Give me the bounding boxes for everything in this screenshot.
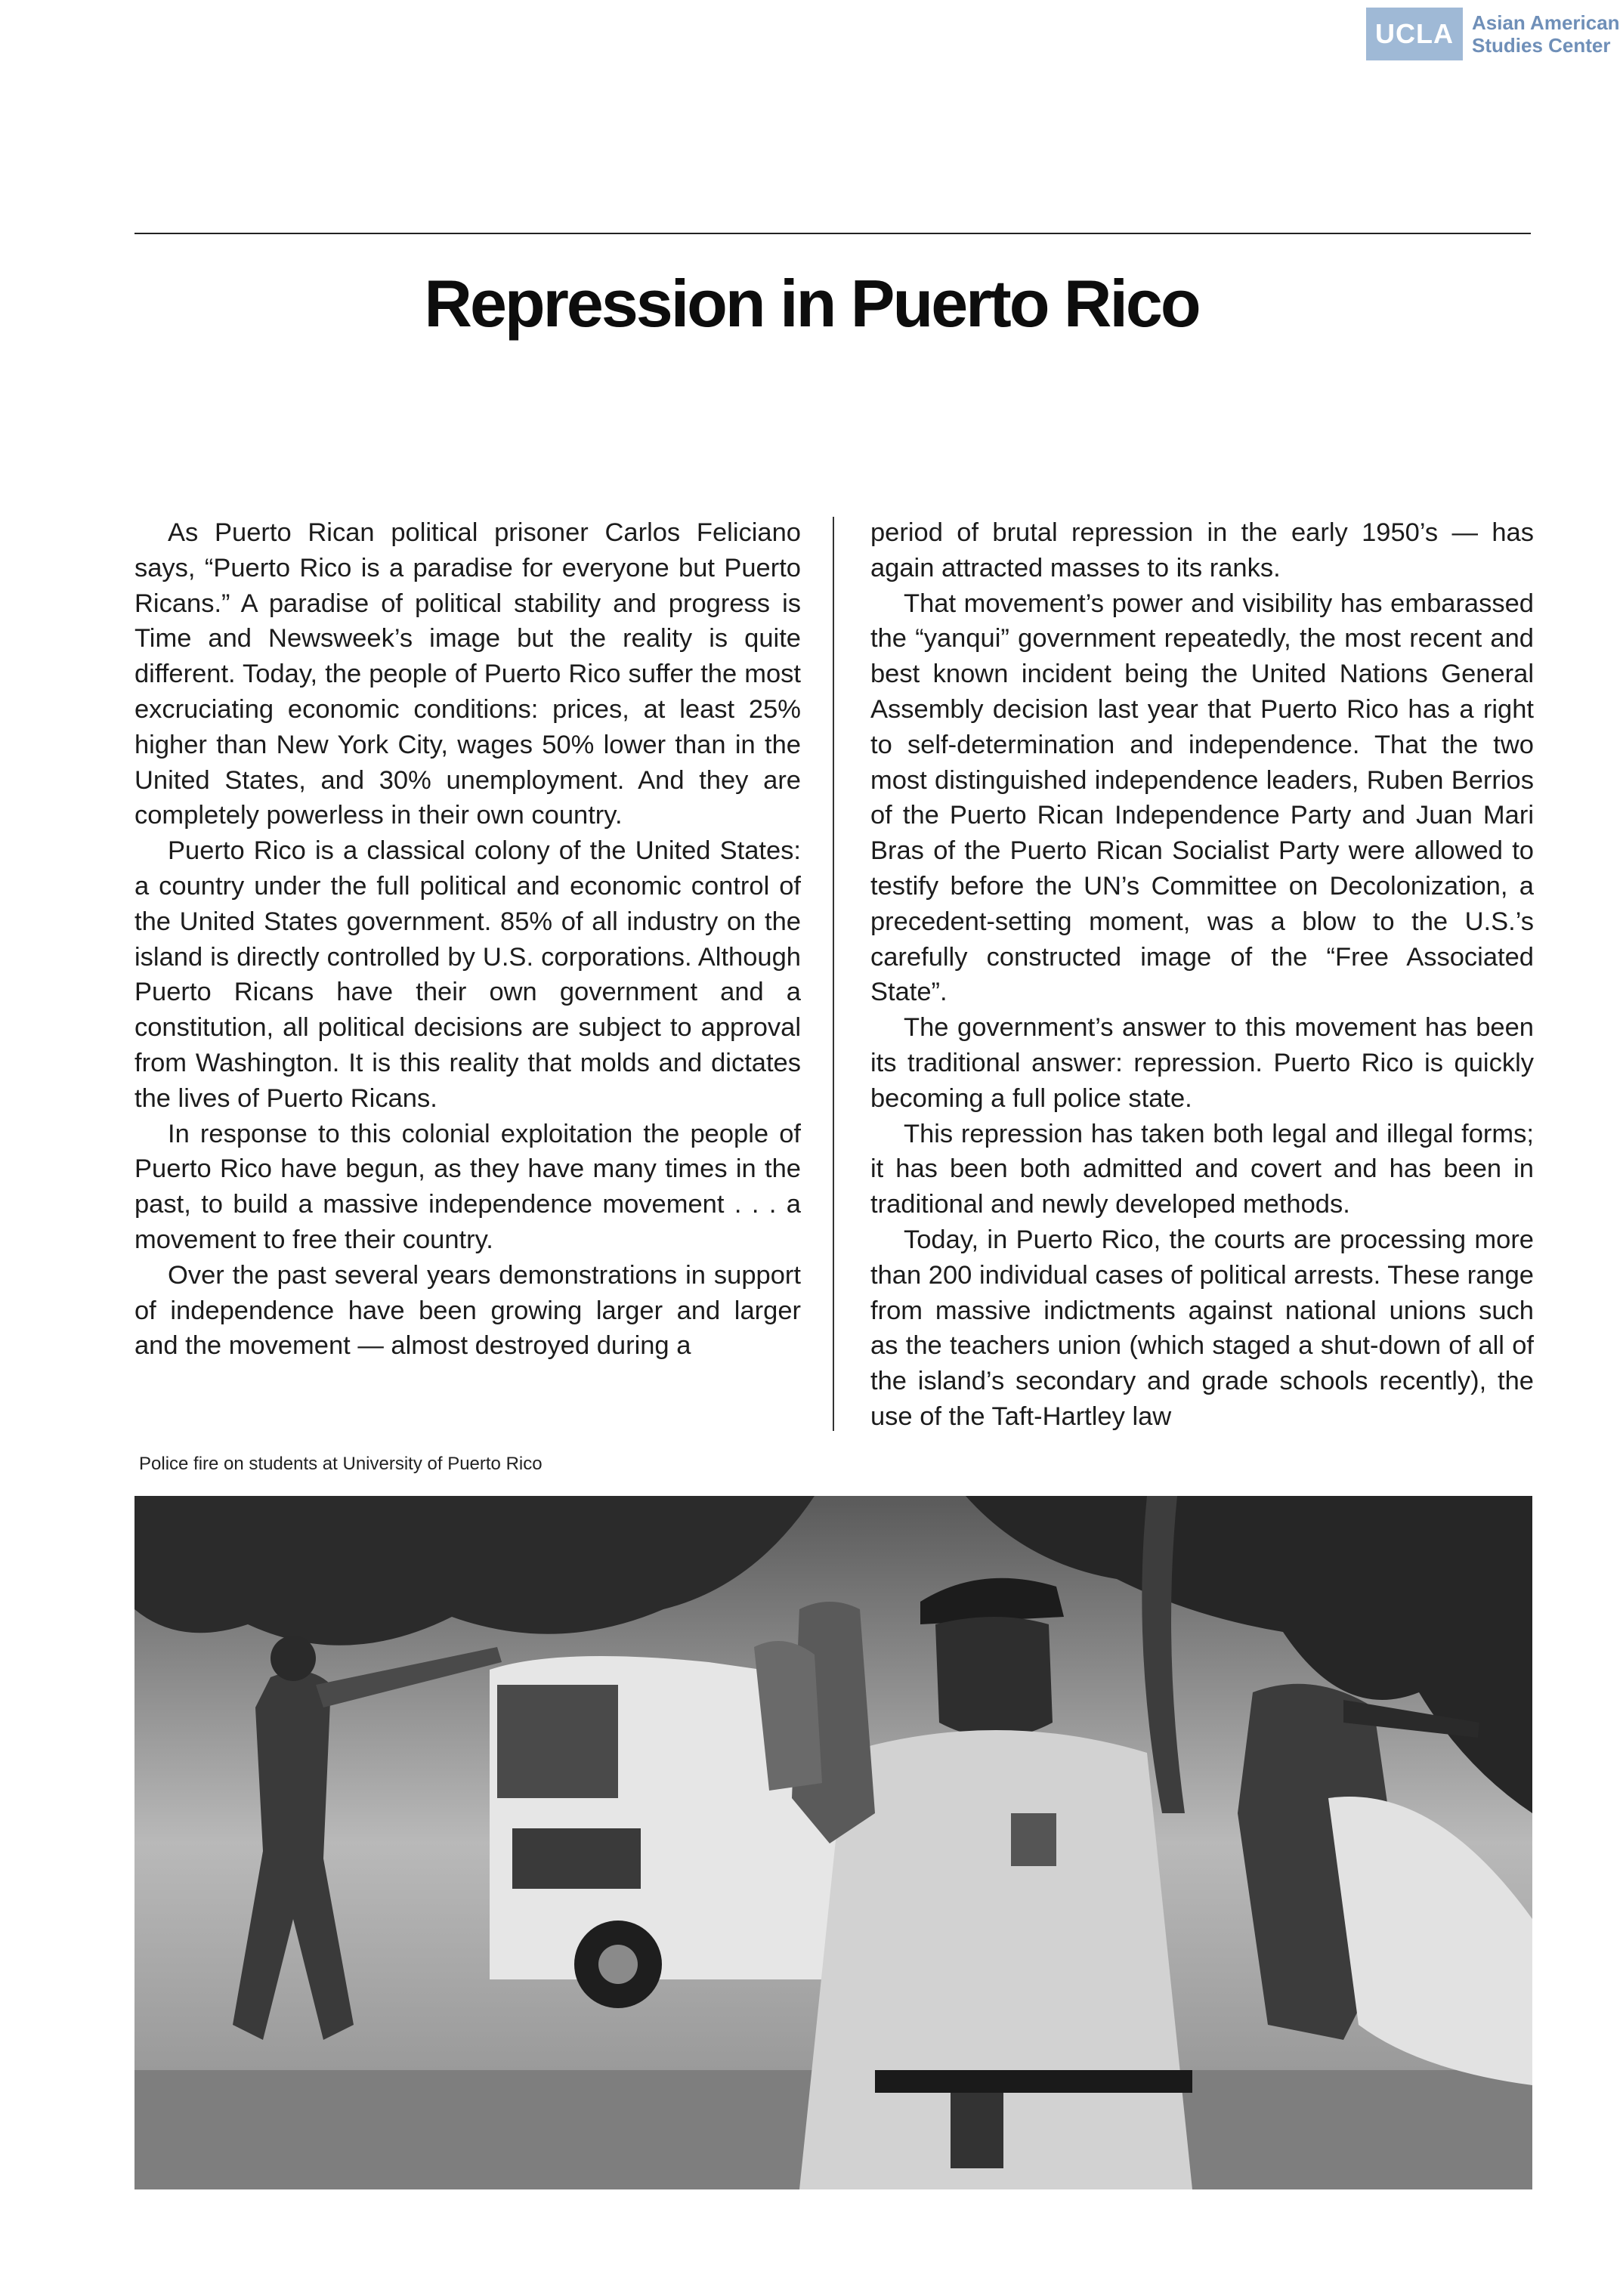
right-column (870, 515, 1534, 1435)
top-rule (134, 233, 1531, 234)
paragraph: This repression has taken both legal and illegal forms; it has been both admitted and covert and has been in traditional and newly developed methods. (870, 1119, 1534, 1219)
paragraph: Today, in Puerto Rico, the courts are processing more than 200 individual cases of political arrests. These range from massive indictments against national unions such as the teachers union (which staged a shut-down of all of the island’s secondary and grade schools recently), the use of the Taft-Hartley law (870, 1225, 1534, 1431)
ucla-aasc-watermark (1366, 8, 1620, 60)
left-column (134, 515, 801, 1364)
watermark-line-1: Asian American (1472, 11, 1620, 34)
photo-caption: Police fire on students at University of Puerto Rico (139, 1454, 543, 1474)
watermark-text (1472, 11, 1620, 57)
photo-police-students (134, 1496, 1532, 2189)
watermark-line-2: Studies Center (1472, 34, 1611, 57)
ucla-logo: UCLA (1366, 8, 1463, 60)
paragraph: That movement’s power and visibility has embarassed the “yanqui” government repeatedly, the most recent and best known incident being the United Nations General Assembly decision last year that Puerto Rico has a right to self-determination and independence. That the two most distinguished independence leaders, Ruben Berrios of the Puerto Rican Independence Party and Juan Mari Bras of the Puerto Rican Socialist Party were allowed to testify before the UN’s Committee on Decolonization, a precedent-setting moment, was a blow to the U.S.’s carefully constructed image of the “Free Associated State”. (870, 589, 1534, 1007)
paragraph: period of brutal repression in the early 1950’s — has again attracted masses to its ranks. (870, 518, 1534, 582)
article-title: Repression in Puerto Rico (424, 266, 1199, 341)
photo-illustration (134, 1496, 1532, 2189)
paragraph: Puerto Rico is a classical colony of the United States: a country under the full political and economic control of the United States government. 85% of all industry on the island is directly controlled by U.S. corporations. Although Puerto Ricans have their own government and a constitution, all political decisions are subject to approval from Washington. It is this reality that molds and dictates the lives of Puerto Ricans. (134, 836, 801, 1113)
column-divider (833, 517, 834, 1431)
paragraph: Over the past several years demonstrations in support of independence have been growing larger and larger and the movement — almost destroyed during a (134, 1260, 801, 1361)
paragraph: The government’s answer to this movement has been its traditional answer: repression. Puerto Rico is quickly becoming a full police state. (870, 1013, 1534, 1113)
paragraph: As Puerto Rican political prisoner Carlos Feliciano says, “Puerto Rico is a paradise for everyone but Puerto Ricans.” A paradise of political stability and progress is Time and Newsweek’s image but the reality is quite different. Today, the people of Puerto Rico suffer the most excruciating economic conditions: prices, at least 25% higher than New York City, wages 50% lower than in the United States, and 30% unemployment. And they are completely powerless in their own country. (134, 518, 801, 830)
paragraph: In response to this colonial exploitation the people of Puerto Rico have begun, as they have many times in the past, to build a massive independence movement . . . a movement to free their country. (134, 1119, 801, 1254)
